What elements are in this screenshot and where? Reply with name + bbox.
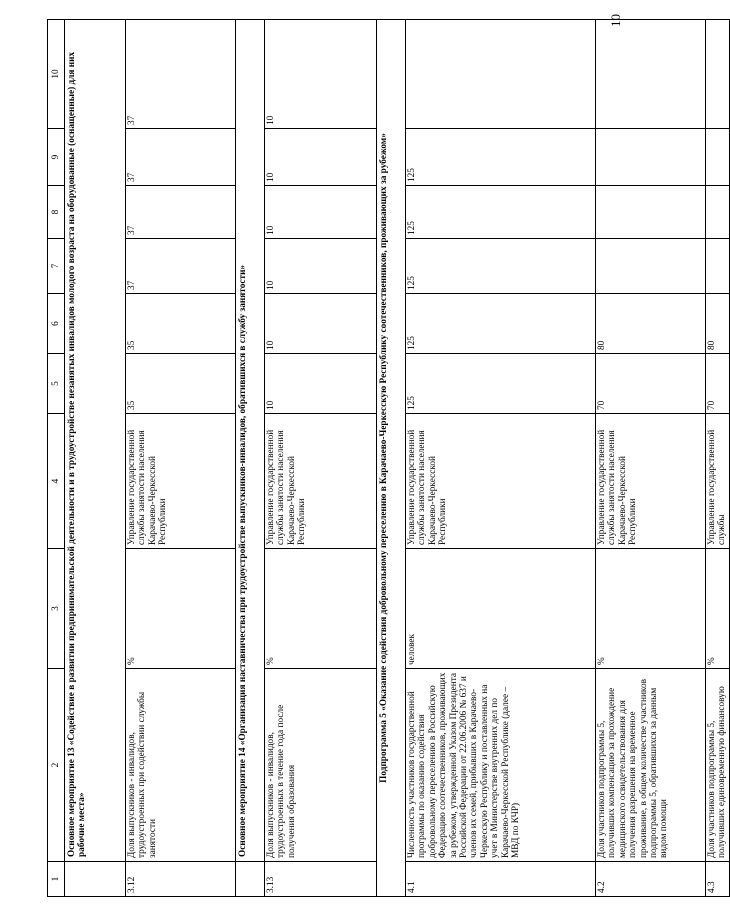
value-col7 (706, 239, 730, 294)
header-cell: 4 (48, 414, 65, 549)
header-cell: 9 (48, 129, 65, 186)
indicator-name: Доля выпускников - инвалидов, трудоустроенных в течение года после получения образования (265, 669, 377, 862)
table-row (265, 20, 377, 897)
unit: % (596, 549, 706, 669)
subprogram-5-title: Подпрограмма 5 «Оказание содействия добровольному переселению в Карачаево-Черкесскую Республику соотечественников, проживающих за рубежом» (377, 20, 406, 897)
header-row (48, 20, 65, 897)
section-row (377, 20, 406, 897)
indicators-table (47, 19, 730, 897)
value-col7: 10 (265, 239, 377, 294)
executor: Управление государственной службы занятости населения Карачаево-Черкесской Республики (596, 414, 706, 549)
row-number: 3.13 (265, 862, 377, 897)
value-col7: 125 (406, 239, 596, 294)
indicator-name: Доля выпускников - инвалидов, трудоустроенных при содействии службы занятости (126, 669, 236, 862)
header-cell: 1 (48, 862, 65, 897)
indicator-name: Доля участников подпрограммы 5, получивших единовременную финансовую (706, 669, 730, 862)
value-col9 (706, 129, 730, 186)
header-cell: 8 (48, 186, 65, 239)
row-number: 3.12 (126, 862, 236, 897)
table-row (126, 20, 236, 897)
value-col6: 80 (596, 294, 706, 354)
header-cell: 6 (48, 294, 65, 354)
value-col5: 10 (265, 354, 377, 414)
header-cell: 2 (48, 669, 65, 862)
value-col8: 125 (406, 186, 596, 239)
header-cell: 5 (48, 354, 65, 414)
value-col10 (706, 20, 730, 129)
value-col6: 125 (406, 294, 596, 354)
executor: Управление государственной службы (706, 414, 730, 549)
value-col9 (596, 129, 706, 186)
section-row (65, 20, 126, 897)
section-title-13: Основное мероприятие 13 «Содействие в развитии предпринимательской деятельности и в трудоустройстве незанятых инвалидов молодого возраста на оборудованные (оснащенные) для них рабочие места» (65, 20, 126, 862)
unit: % (265, 549, 377, 669)
value-col8 (706, 186, 730, 239)
value-col9: 37 (126, 129, 236, 186)
table-row (706, 20, 730, 897)
unit: человек (406, 549, 596, 669)
value-col8: 37 (126, 186, 236, 239)
value-col10 (596, 20, 706, 129)
value-col5: 35 (126, 354, 236, 414)
indicator-name: Доля участников подпрограммы 5, получивших компенсацию за прохождение медицинского освидетельствования для получения разрешения на временное проживание, в общем количестве участников подпрограммы 5, обратившихся за данным видом помощи (596, 669, 706, 862)
value-col6: 35 (126, 294, 236, 354)
value-col8: 10 (265, 186, 377, 239)
header-cell: 10 (48, 20, 65, 129)
indicator-name: Численность участников государственной программы по оказанию содействия добровольному переселению в Российскую Федерацию соотечественников, проживающих за рубежом, утвержденной Указом Президента Российской Федерации от 22.06.2006 № 637 и членов их семей, прибывших в Карачаево-Черкесскую Республику и поставленных на учет в Министерстве внутренних дел по Карачаево-Черкесской Республике (далее – МВД по КЧР) (406, 669, 596, 862)
value-col10: 10 (265, 20, 377, 129)
header-cell: 3 (48, 549, 65, 669)
value-col7: 37 (126, 239, 236, 294)
executor: Управление государственной службы занятости населения Карачаево-Черкесской Республики (126, 414, 236, 549)
value-col6: 10 (265, 294, 377, 354)
value-col5: 125 (406, 354, 596, 414)
header-cell: 7 (48, 239, 65, 294)
value-col10 (406, 20, 596, 129)
value-col10: 37 (126, 20, 236, 129)
value-col7 (596, 239, 706, 294)
executor: Управление государственной службы занятости населения Карачаево-Черкесской Республики (265, 414, 377, 549)
value-col5: 70 (596, 354, 706, 414)
unit: % (706, 549, 730, 669)
row-number: 4.2 (596, 862, 706, 897)
value-col9: 10 (265, 129, 377, 186)
value-col6: 80 (706, 294, 730, 354)
row-number: 4.1 (406, 862, 596, 897)
page-number: 10 (608, 14, 623, 27)
value-col8 (596, 186, 706, 239)
row-number: 4.3 (706, 862, 730, 897)
value-col9: 125 (406, 129, 596, 186)
executor: Управление государственной службы занятости населения Карачаево-Черкесской Республики (406, 414, 596, 549)
table-row (596, 20, 706, 897)
value-col5: 70 (706, 354, 730, 414)
section-title-14: Основное мероприятие 14 «Организация наставничества при трудоустройстве выпускников-инвалидов, обратившихся в службу занятости» (236, 20, 265, 862)
unit: % (126, 549, 236, 669)
table-row (406, 20, 596, 897)
section-row (236, 20, 265, 897)
